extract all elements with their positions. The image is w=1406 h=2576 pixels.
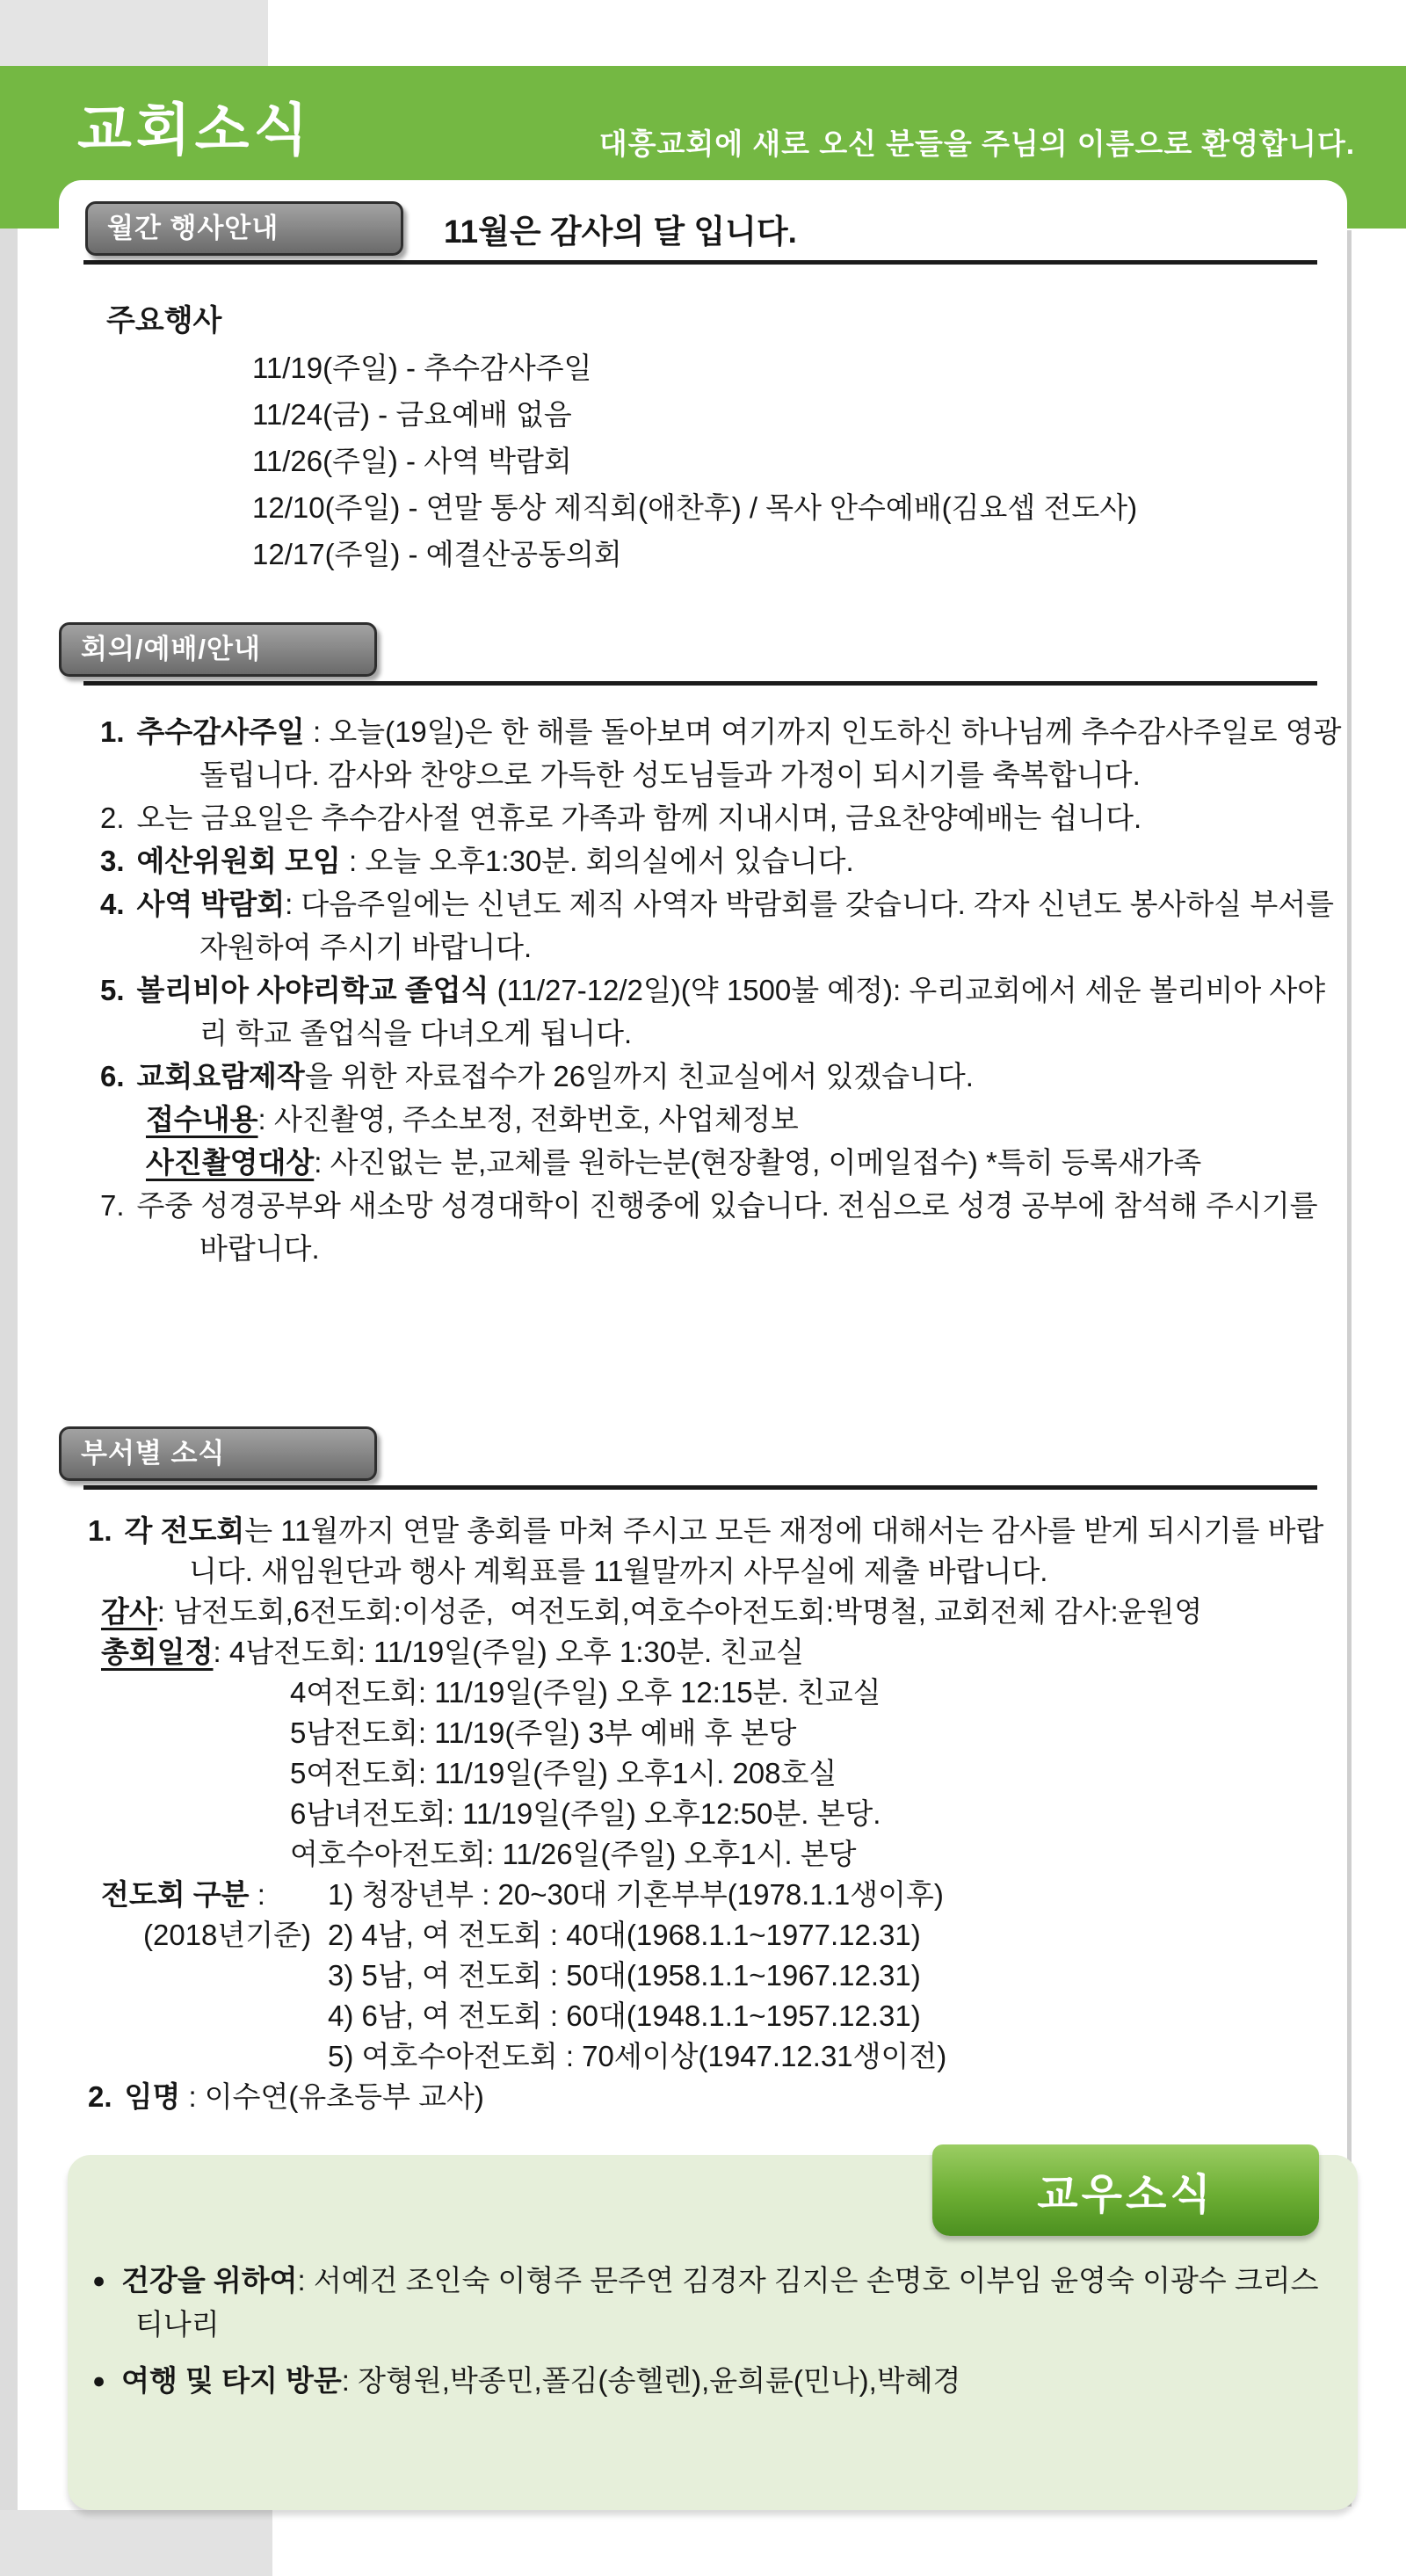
- division-row: 3) 5남, 여 전도회 : 50대(1958.1.1~1967.12.31): [328, 1959, 921, 1992]
- page-title: 교회소식: [77, 98, 313, 162]
- member-news-item-travel: ● 여행 및 타지 방문: 장형원,박종민,폴김(송헬렌),윤희륜(민나),박혜경: [92, 2364, 961, 2397]
- department-list: [59, 1511, 1347, 2117]
- badge-meetings-worship-info: 회의/예배/안내: [59, 622, 377, 677]
- division-row: (2018년기준) 2) 4남, 여 전도회 : 40대(1968.1.1~1977.12.31): [101, 1915, 1347, 1956]
- bullet-icon: ●: [92, 2268, 106, 2293]
- department-item-general-meeting: 1. 각 전도회는 11월까지 연말 총회를 마쳐 주시고 모든 재정에 대해서는 감사를 받게 되시기를 바랍니다. 새임원단과 행사 계획표를 11월말까지 사무실에 제출 바랍니다.: [88, 1514, 1324, 1587]
- audit-line: 감사: 남전도회,6전도회:이성준, 여전도회,여호수아전도회:박명철, 교회전체 감사:윤원영: [101, 1595, 1203, 1628]
- notice-item: 2. 오는 금요일은 추수감사절 연휴로 가족과 함께 지내시며, 금요찬양예배는 쉽니다.: [100, 802, 1142, 834]
- notice-item: 6. 교회요람제작을 위한 자료접수가 26일까지 친교실에서 있겠습니다.: [100, 1060, 974, 1092]
- division-row: 전도회 구분 : 1) 청장년부 : 20~30대 기혼부부(1978.1.1생이후): [101, 1875, 1347, 1915]
- scan-gray-block-bottom: [0, 2510, 272, 2576]
- notice-item: 7. 주중 성경공부와 새소망 성경대학이 진행중에 있습니다. 전심으로 성경 공부에 참석해 주시기를 바랍니다.: [100, 1189, 1326, 1265]
- event-item: 12/17(주일) - 예결산공동의회: [252, 538, 622, 570]
- schedule-entry: 5여전도회: 11/19일(주일) 오후1시. 208호실: [290, 1757, 837, 1789]
- division-row: 4) 6남, 여 전도회 : 60대(1948.1.1~1957.12.31): [328, 1999, 921, 2032]
- monthly-headline: 11월은 감사의 달 입니다.: [444, 214, 797, 250]
- section-header-row: [85, 201, 1347, 256]
- welcome-message: 대흥교회에 새로 오신 분들을 주님의 이름으로 환영합니다.: [598, 127, 1355, 160]
- badge-monthly-events: 월간 행사안내: [85, 201, 403, 256]
- notice-item: 3. 예산위원회 모임 : 오늘 오후1:30분. 회의실에서 있습니다.: [100, 845, 854, 877]
- notice-subline-photo-target: 사진촬영대상: 사진없는 분,교체를 원하는분(현장촬영, 이메일접수) *특히 등록새가족: [146, 1146, 1202, 1179]
- bullet-icon: ●: [92, 2369, 106, 2393]
- section-meetings-worship-info: [59, 622, 1350, 1270]
- scan-gray-strip-left: [0, 66, 18, 2576]
- division-row: 5) 여호수아전도회 : 70세이상(1947.12.31생이전): [328, 2040, 947, 2072]
- notice-item: 1. 추수감사주일 : 오늘(19일)은 한 해를 돌아보며 여기까지 인도하신 하나님께 추수감사주일로 영광 돌립니다. 감사와 찬양으로 가득한 성도님들과 가정이 되시기를 축복합니다.: [100, 715, 1350, 791]
- member-news-item-health: ● 건강을 위하여: 서예건 조인숙 이형주 문주연 김경자 김지은 손명호 이부임 윤영숙 이광수 크리스티나리: [92, 2264, 1319, 2340]
- notice-list: [59, 710, 1350, 1270]
- notice-subline-reception: 접수내용: 사진촬영, 주소보정, 전화번호, 사업체정보: [146, 1103, 799, 1136]
- scan-gray-block-top: [0, 0, 268, 66]
- section-monthly-events: [59, 201, 1347, 577]
- subheading-main-events: 주요행사: [106, 304, 222, 337]
- notice-item: 4. 사역 박람회: 다음주일에는 신년도 제직 사역자 박람회를 갖습니다. 각자 신년도 봉사하실 부서를 자원하여 주시기 바랍니다.: [100, 888, 1343, 963]
- schedule-line: 총회일정: 4남전도회: 11/19일(주일) 오후 1:30분. 친교실: [101, 1636, 804, 1668]
- schedule-entry: 여호수아전도회: 11/26일(주일) 오후1시. 본당: [290, 1838, 857, 1870]
- event-list: [252, 345, 1347, 577]
- schedule-entry: 5남전도회: 11/19(주일) 3부 예배 후 본당: [290, 1716, 797, 1749]
- event-item: 11/26(주일) - 사역 박람회: [252, 445, 572, 477]
- schedule-entry: 6남녀전도회: 11/19일(주일) 오후12:50분. 본당.: [290, 1797, 881, 1830]
- division-label: 전도회 구분 :: [101, 1878, 274, 1911]
- notice-item: 5. 볼리비아 사야리학교 졸업식 (11/27-12/2일)(약 1500불 예정): 우리교회에서 세운 볼리비아 사야리 학교 졸업식을 다녀오게 됩니다.: [100, 974, 1326, 1049]
- section-divider: [83, 1485, 1317, 1490]
- event-item: 11/19(주일) - 추수감사주일: [252, 352, 592, 384]
- badge-department-news: 부서별 소식: [59, 1426, 377, 1481]
- section-divider: [83, 681, 1317, 686]
- section-divider: [83, 260, 1317, 265]
- department-item-appointment: 2. 임명 : 이수연(유초등부 교사): [88, 2080, 484, 2113]
- section-department-news: [59, 1426, 1347, 2117]
- event-item: 12/10(주일) - 연말 통상 제직회(애찬후) / 목사 안수예배(김요셉 전도사): [252, 491, 1138, 524]
- division-basis-label: (2018년기준): [143, 1919, 312, 1951]
- schedule-entry: 4여전도회: 11/19일(주일) 오후 12:15분. 친교실: [290, 1676, 881, 1709]
- member-news-tab: 교우소식: [932, 2144, 1319, 2236]
- event-item: 11/24(금) - 금요예배 없음: [252, 398, 572, 431]
